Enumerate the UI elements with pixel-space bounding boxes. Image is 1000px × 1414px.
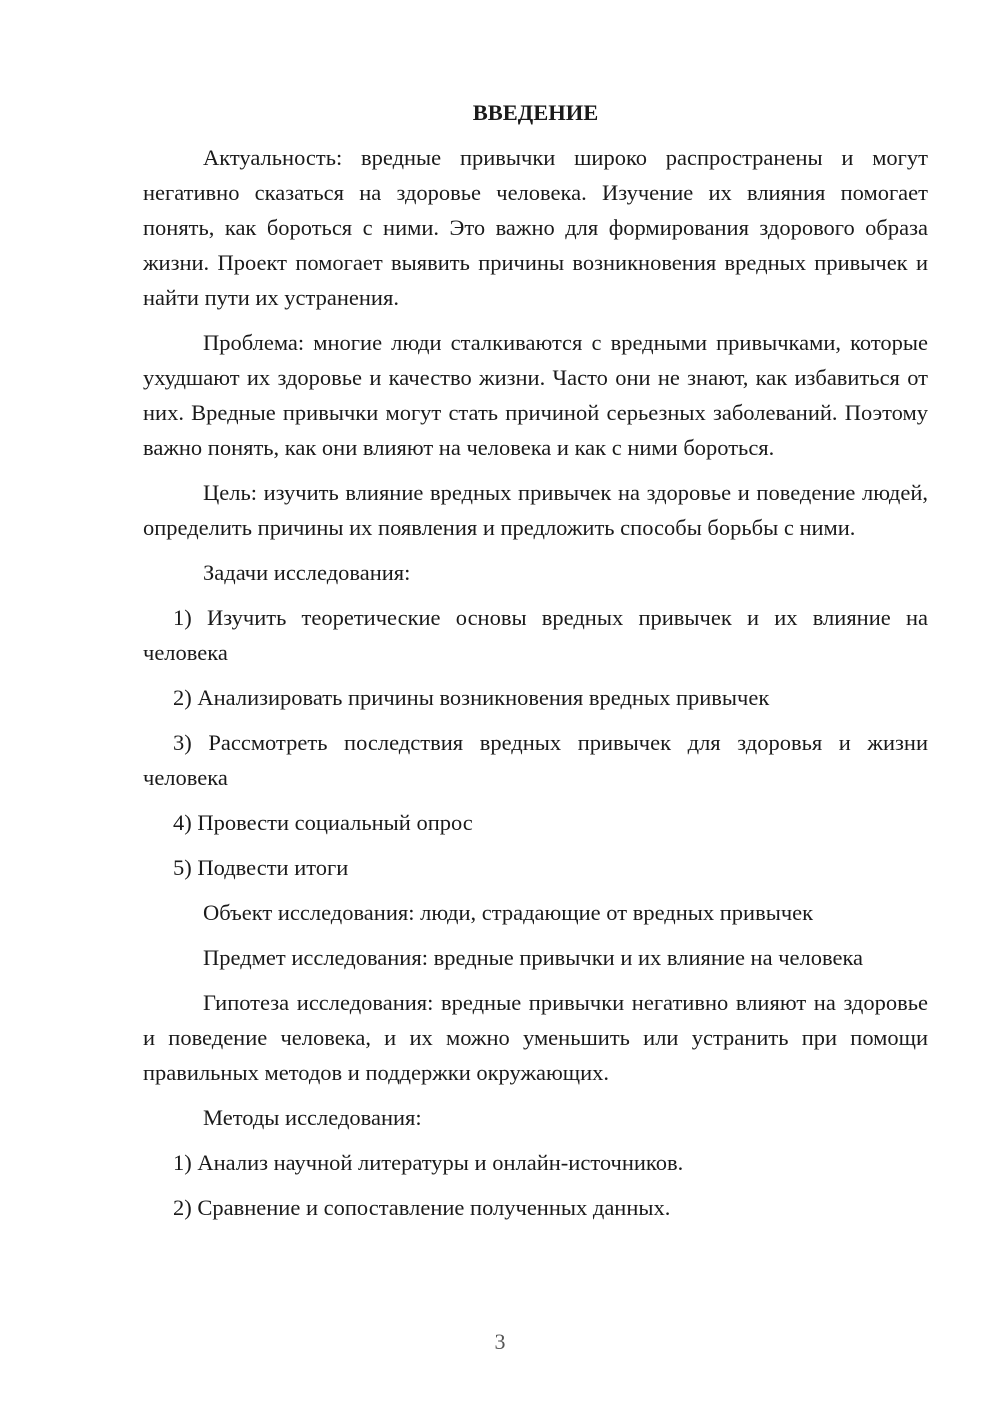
- relevance-paragraph: Актуальность: вредные привычки широко распространены и могут негативно сказаться на здоровье человека. Изучение их влияния помогает понять, как бороться с ними. Это важно для формирования здорового образа жизни. Проект помогает выявить причины возникновения вредных привычек и найти пути их устранения.: [143, 145, 928, 310]
- task-item-2: 2) Анализировать причины возникновения вредных привычек: [173, 685, 770, 710]
- hypothesis-paragraph: Гипотеза исследования: вредные привычки негативно влияют на здоровье и поведение человека, и их можно уменьшить или устранить при помощи правильных методов и поддержки окружающих.: [143, 990, 928, 1085]
- problem-paragraph: Проблема: многие люди сталкиваются с вредными привычками, которые ухудшают их здоровье и качество жизни. Часто они не знают, как избавиться от них. Вредные привычки могут стать причиной серьезных заболеваний. Поэтому важно понять, как они влияют на человека и как с ними бороться.: [143, 330, 928, 460]
- task-item-4: 4) Провести социальный опрос: [173, 810, 473, 835]
- task-item-1: 1) Изучить теоретические основы вредных привычек и их влияние на человека: [143, 605, 928, 665]
- goal-paragraph: Цель: изучить влияние вредных привычек на здоровье и поведение людей, определить причины их появления и предложить способы борьбы с ними.: [143, 480, 928, 540]
- subject-paragraph: Предмет исследования: вредные привычки и их влияние на человека: [203, 945, 864, 970]
- method-item-1: 1) Анализ научной литературы и онлайн-источников.: [173, 1150, 684, 1175]
- tasks-heading: Задачи исследования:: [203, 560, 411, 585]
- page-title: ВВЕДЕНИЕ: [472, 100, 599, 125]
- object-paragraph: Объект исследования: люди, страдающие от вредных привычек: [203, 900, 814, 925]
- task-item-3: 3) Рассмотреть последствия вредных привычек для здоровья и жизни человека: [143, 730, 928, 790]
- document-page: [143, 95, 928, 1235]
- methods-heading: Методы исследования:: [203, 1105, 422, 1130]
- task-item-5: 5) Подвести итоги: [173, 855, 349, 880]
- method-item-2: 2) Сравнение и сопоставление полученных данных.: [173, 1195, 671, 1220]
- page-number: 3: [494, 1329, 506, 1354]
